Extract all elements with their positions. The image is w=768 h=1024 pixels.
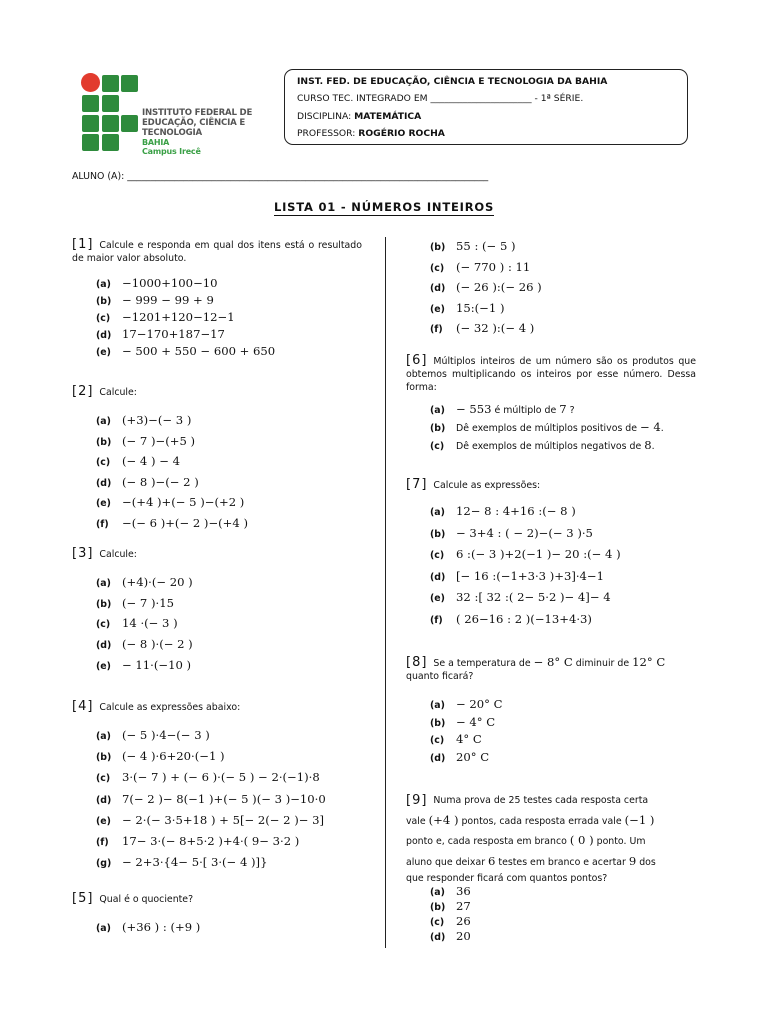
item-label: (d) [430,932,446,943]
item-expression: (− 8 )−(− 2 ) [122,474,199,489]
q2-item [96,495,244,509]
item-label: (c) [430,735,445,746]
q5-item [96,920,200,934]
q2-item [96,434,195,448]
item-label: (e) [96,498,111,509]
item-label: (c) [96,313,111,324]
q6-item-c: (c) Dê exemplos de múltiplos negativos de 8. [430,438,655,452]
item-expression: 36 [456,884,471,898]
item-expression: 3·(− 7 ) + (− 6 )·(− 5 ) − 2·(−1)·8 [122,770,320,785]
q7-item [430,590,611,604]
item-expression: (− 32 ):(− 4 ) [456,321,535,335]
item-label: (e) [96,347,111,358]
item-expression: − 4° C [456,714,496,729]
item-expression: −1201+120−12−1 [122,310,235,324]
item-label: (f) [430,324,443,335]
item-label: (c) [96,773,111,785]
q3-item [96,575,193,589]
logo-square [82,95,99,112]
item-expression: − 3+4 : ( − 2)−(− 3 )·5 [456,525,593,540]
item-label: (b) [96,436,112,448]
item-expression: − 20° C [456,697,503,711]
course-line: CURSO TEC. INTEGRADO EM ______________________ - 1ª SÉRIE. [297,93,584,105]
logo-text [142,108,283,156]
item-expression: −1000+100−10 [122,276,218,290]
item-expression: (+36 ) : (+9 ) [122,920,201,934]
header-box [284,69,688,145]
q8-item [430,732,482,746]
q4-item [96,855,267,869]
q5-item [430,321,534,335]
item-label: (d) [430,752,446,764]
item-expression: (+4)·(− 20 ) [122,575,193,589]
question-1: [1] Calcule e responda em qual dos itens está o resultado de maior valor absoluto. [72,237,362,264]
q2-item [96,516,248,530]
logo-square [121,115,138,132]
q4-item [96,813,324,827]
logo-campus: Campus Irecê [142,147,201,156]
item-expression: (− 4 )·6+20·(−1 ) [122,749,225,764]
item-label: (e) [430,303,445,315]
column-divider [385,237,386,948]
item-expression: 4° C [456,732,482,746]
item-label: (a) [430,507,445,518]
item-label: (a) [96,578,111,589]
item-label: (d) [96,640,112,652]
item-expression: −(− 6 )+(− 2 )−(+4 ) [122,515,248,530]
item-expression: − 11·(−10 ) [122,657,192,672]
q4-item [96,728,210,742]
q7-item [430,612,592,626]
item-label: (b) [430,717,446,729]
q4-item [96,792,326,806]
logo-square [121,75,138,92]
item-expression: 55 : (− 5 ) [456,239,516,253]
logo-red-circle [81,73,100,92]
item-label: (a) [96,731,111,742]
item-expression: 32 :[ 32 :( 2− 5·2 )− 4]− 4 [456,590,611,604]
item-label: (e) [96,660,111,672]
logo-line-2: EDUCAÇÃO, CIÊNCIA E TECNOLOGIA [142,118,246,138]
professor-line: PROFESSOR: ROGÉRIO ROCHA [297,128,445,140]
page-title: LISTA 01 - NÚMEROS INTEIROS [273,200,495,214]
item-expression: (− 7 )·15 [122,595,174,610]
q5-item [430,301,504,315]
item-label: (e) [96,815,111,827]
q1-item [96,344,275,358]
question-2: [2] Calcule: [72,384,137,399]
q1-item [96,310,235,324]
item-expression: 6 :(− 3 )+2(−1 )− 20 :(− 4 ) [456,547,621,561]
item-label: (a) [96,923,111,934]
q1-item [96,327,225,341]
item-expression: (− 4 ) − 4 [122,454,180,468]
item-label: (c) [430,550,445,561]
logo-state: BAHIA [142,138,170,147]
item-label: (a) [430,700,445,711]
item-label: (d) [96,477,112,489]
q5-item [430,280,542,294]
item-label: (a) [96,416,111,427]
q9-item [430,914,471,928]
item-label: (c) [430,917,445,928]
item-label: (d) [430,571,446,583]
q3-item [96,616,178,630]
q4-item [96,749,225,763]
item-label: (a) [96,279,111,290]
q7-item [430,504,576,518]
item-label: (b) [430,242,446,253]
q2-item [96,413,191,427]
item-expression: − 500 + 550 − 600 + 650 [122,344,276,358]
item-expression: 7(− 2 )− 8(−1 )+(− 5 )(− 3 )−10·0 [122,791,326,806]
item-expression: 15:(−1 ) [456,300,505,315]
question-9: [9] Numa prova de 25 testes cada resposta certa vale (+4 ) pontos, cada resposta errada vale (−1 ) ponto e, cada resposta em branco ( 0 ) ponto. Um aluno que deixar 6 testes em branco e acertar 9 dos que responder ficará com quantos pontos? [406,793,656,884]
logo-square [102,115,119,132]
item-label: (f) [96,518,109,530]
item-expression: (− 770 ) : 11 [456,259,531,274]
item-label: (b) [430,902,446,913]
item-expression: (+3)−(− 3 ) [122,413,192,427]
institution-logo [78,72,283,156]
q7-item [430,547,621,561]
item-label: (c) [430,262,445,274]
item-label: (b) [96,598,112,610]
item-expression: − 999 − 99 + 9 [122,293,214,307]
q3-item [96,596,174,610]
item-expression: ( 26−16 : 2 )(−13+4·3) [456,611,592,626]
q2-item [96,475,199,489]
item-label: (b) [96,752,112,764]
item-expression: 26 [456,914,471,928]
question-4: [4] Calcule as expressões abaixo: [72,699,241,714]
item-label: (c) [96,619,111,631]
item-label: (g) [96,858,112,870]
q9-item [430,899,471,913]
item-expression: (− 7 )−(+5 ) [122,433,196,448]
q7-item [430,569,604,583]
item-expression: −(+4 )+(− 5 )−(+2 ) [122,495,245,509]
q3-item [96,637,193,651]
q9-item [430,929,471,943]
logo-square [102,95,119,112]
inst-line: INST. FED. DE EDUCAÇÃO, CIÊNCIA E TECNOLOGIA DA BAHIA [297,76,608,87]
item-expression: (− 8 )·(− 2 ) [122,637,193,652]
item-label: (d) [430,283,446,294]
q5-item [430,239,516,253]
q7-item [430,526,593,540]
item-label: (d) [96,330,112,341]
item-expression: 17−170+187−17 [122,327,225,341]
discipline-line: DISCIPLINA: MATEMÁTICA [297,110,422,122]
question-3: [3] Calcule: [72,546,137,561]
logo-square [82,115,99,132]
question-5: [5] Qual é o quociente? [72,891,194,906]
q9-item [430,884,471,898]
item-expression: − 2+3·{4− 5·[ 3·(− 4 )]} [122,855,268,870]
item-expression: 20 [456,929,471,943]
student-name-line: ALUNO (A): _____________________________________________________________________________ [72,171,489,182]
question-8: [8] Se a temperatura de − 8° C diminuir de 12° C quanto ficará? [406,655,666,682]
item-label: (b) [96,296,112,307]
item-label: (f) [96,837,109,848]
logo-square [82,134,99,151]
q4-item [96,834,299,848]
q8-item [430,697,503,711]
q4-item [96,770,320,784]
logo-square [102,75,119,92]
q6-item-a: (a) − 553 é múltiplo de 7 ? [430,402,575,416]
item-expression: (− 5 )·4−(− 3 ) [122,728,210,742]
q2-item [96,454,180,468]
item-label: (f) [430,614,443,626]
question-6: [6] Múltiplos inteiros de um número são os produtos que obtemos multiplicando os inteiros por esse número. Dessa forma: [406,353,696,393]
item-label: (b) [430,528,446,540]
q8-item [430,715,495,729]
q5-item [430,260,530,274]
item-expression: 20° C [456,749,490,764]
question-7: [7] Calcule as expressões: [406,477,541,492]
logo-line-1: INSTITUTO FEDERAL DE [142,108,253,118]
item-expression: 27 [456,899,471,913]
q1-item [96,293,214,307]
q1-item [96,276,218,290]
item-label: (a) [430,887,445,898]
q3-item [96,658,191,672]
item-expression: − 2·(− 3·5+18 ) + 5[− 2(− 2 )− 3] [122,812,325,827]
q6-item-b: (b) Dê exemplos de múltiplos positivos de − 4. [430,420,664,434]
item-expression: [− 16 :(−1+3·3 )+3]·4−1 [456,568,605,583]
q8-item [430,750,489,764]
logo-square [102,134,119,151]
item-expression: 17− 3·(− 8+5·2 )+4·( 9− 3·2 ) [122,834,300,848]
item-label: (e) [430,593,445,604]
item-label: (d) [96,794,112,806]
item-expression: 12− 8 : 4+16 :(− 8 ) [456,504,576,518]
item-label: (c) [96,457,111,468]
item-expression: 14 ·(− 3 ) [122,616,178,631]
item-expression: (− 26 ):(− 26 ) [456,280,542,294]
